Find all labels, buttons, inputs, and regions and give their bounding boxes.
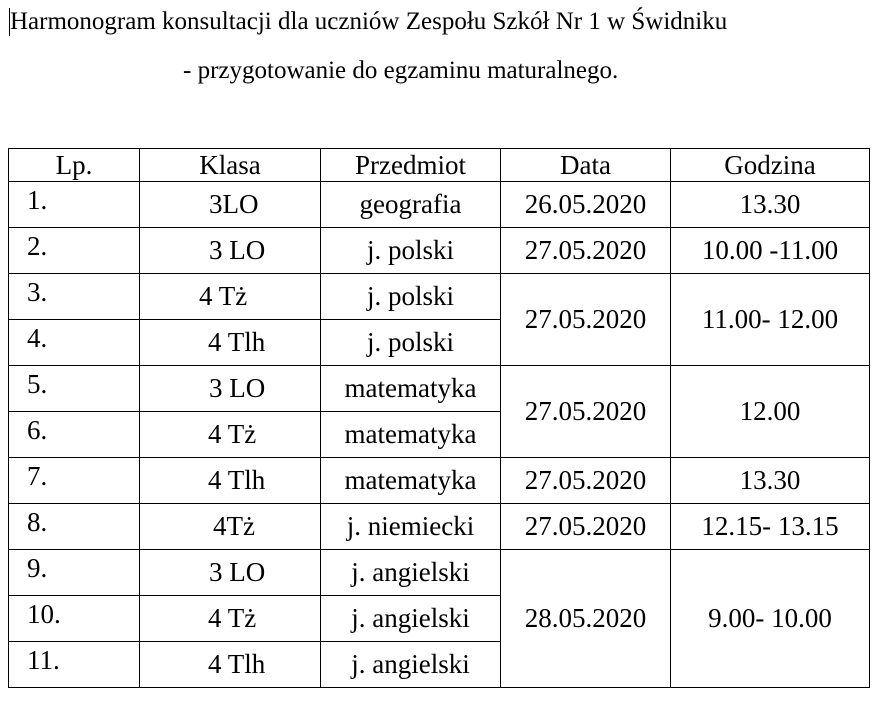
cell-godzina: 12.00 [671,366,870,458]
cell-godzina: 9.00- 10.00 [671,550,870,688]
cell-klasa [140,596,321,642]
cell-lp: 10. [9,596,140,642]
header-godzina: Godzina [671,149,870,182]
cell-data: 26.05.2020 [501,182,671,228]
cell-lp: 6. [9,412,140,458]
cell-godzina: 10.00 -11.00 [671,228,870,274]
cell-data: 27.05.2020 [501,228,671,274]
table-row [9,458,870,504]
table-row [9,228,870,274]
cell-przedmiot: j. polski [321,274,501,320]
header-klasa: Klasa [140,149,321,182]
cell-data: 28.05.2020 [501,550,671,688]
cell-przedmiot: matematyka [321,412,501,458]
cell-klasa-text: 4 Tż [208,419,257,449]
cell-lp: 4. [9,320,140,366]
header-lp: Lp. [9,149,140,182]
cell-przedmiot: j. polski [321,228,501,274]
cell-klasa-text: 4Tż [213,511,255,541]
header-przedmiot: Przedmiot [321,149,501,182]
cell-klasa-text: 4 Tlh [208,327,266,357]
cell-klasa-text: 4 Tlh [208,465,266,495]
cell-przedmiot: j. angielski [321,642,501,688]
document-title: Harmonogram konsultacji dla uczniów Zespołu Szkół Nr 1 w Świdniku [10,8,728,35]
cell-godzina: 13.30 [671,458,870,504]
cell-godzina: 13.30 [671,182,870,228]
cell-klasa [140,504,321,550]
cell-klasa [140,366,321,412]
table-row [9,182,870,228]
table-row [9,274,870,320]
cell-klasa [140,274,321,320]
cell-klasa-text: 4 Tlh [208,649,266,679]
header-data: Data [501,149,671,182]
cell-klasa [140,550,321,596]
document-subtitle: - przygotowanie do egzaminu maturalnego. [183,57,619,84]
cell-data: 27.05.2020 [501,366,671,458]
cell-data: 27.05.2020 [501,458,671,504]
cell-klasa [140,412,321,458]
cell-przedmiot: j. niemiecki [321,504,501,550]
cell-godzina: 12.15- 13.15 [671,504,870,550]
cell-klasa [140,320,321,366]
cell-klasa [140,182,321,228]
table-row [9,550,870,596]
cell-przedmiot: matematyka [321,458,501,504]
cell-lp: 11. [9,642,140,688]
table-header-row [9,149,870,182]
cell-klasa-text: 3LO [209,189,259,219]
cell-klasa-text: 4 Tż [208,603,257,633]
table-row [9,504,870,550]
cell-klasa-text: 4 Tż [199,281,248,311]
cell-data: 27.05.2020 [501,504,671,550]
cell-przedmiot: geografia [321,182,501,228]
cell-lp: 8. [9,504,140,550]
cell-lp: 5. [9,366,140,412]
cell-przedmiot: j. angielski [321,550,501,596]
cell-lp: 7. [9,458,140,504]
schedule-table [8,148,870,688]
cell-przedmiot: j. polski [321,320,501,366]
cell-lp: 3. [9,274,140,320]
cell-godzina: 11.00- 12.00 [671,274,870,366]
cell-klasa [140,228,321,274]
cell-lp: 2. [9,228,140,274]
cell-klasa [140,642,321,688]
cell-przedmiot: matematyka [321,366,501,412]
cell-lp: 9. [9,550,140,596]
cell-data: 27.05.2020 [501,274,671,366]
cell-klasa-text: 3 LO [209,373,266,403]
cell-klasa-text: 3 LO [209,235,266,265]
table-row [9,366,870,412]
cell-klasa-text: 3 LO [209,557,266,587]
cell-lp: 1. [9,182,140,228]
cell-klasa [140,458,321,504]
cell-przedmiot: j. angielski [321,596,501,642]
